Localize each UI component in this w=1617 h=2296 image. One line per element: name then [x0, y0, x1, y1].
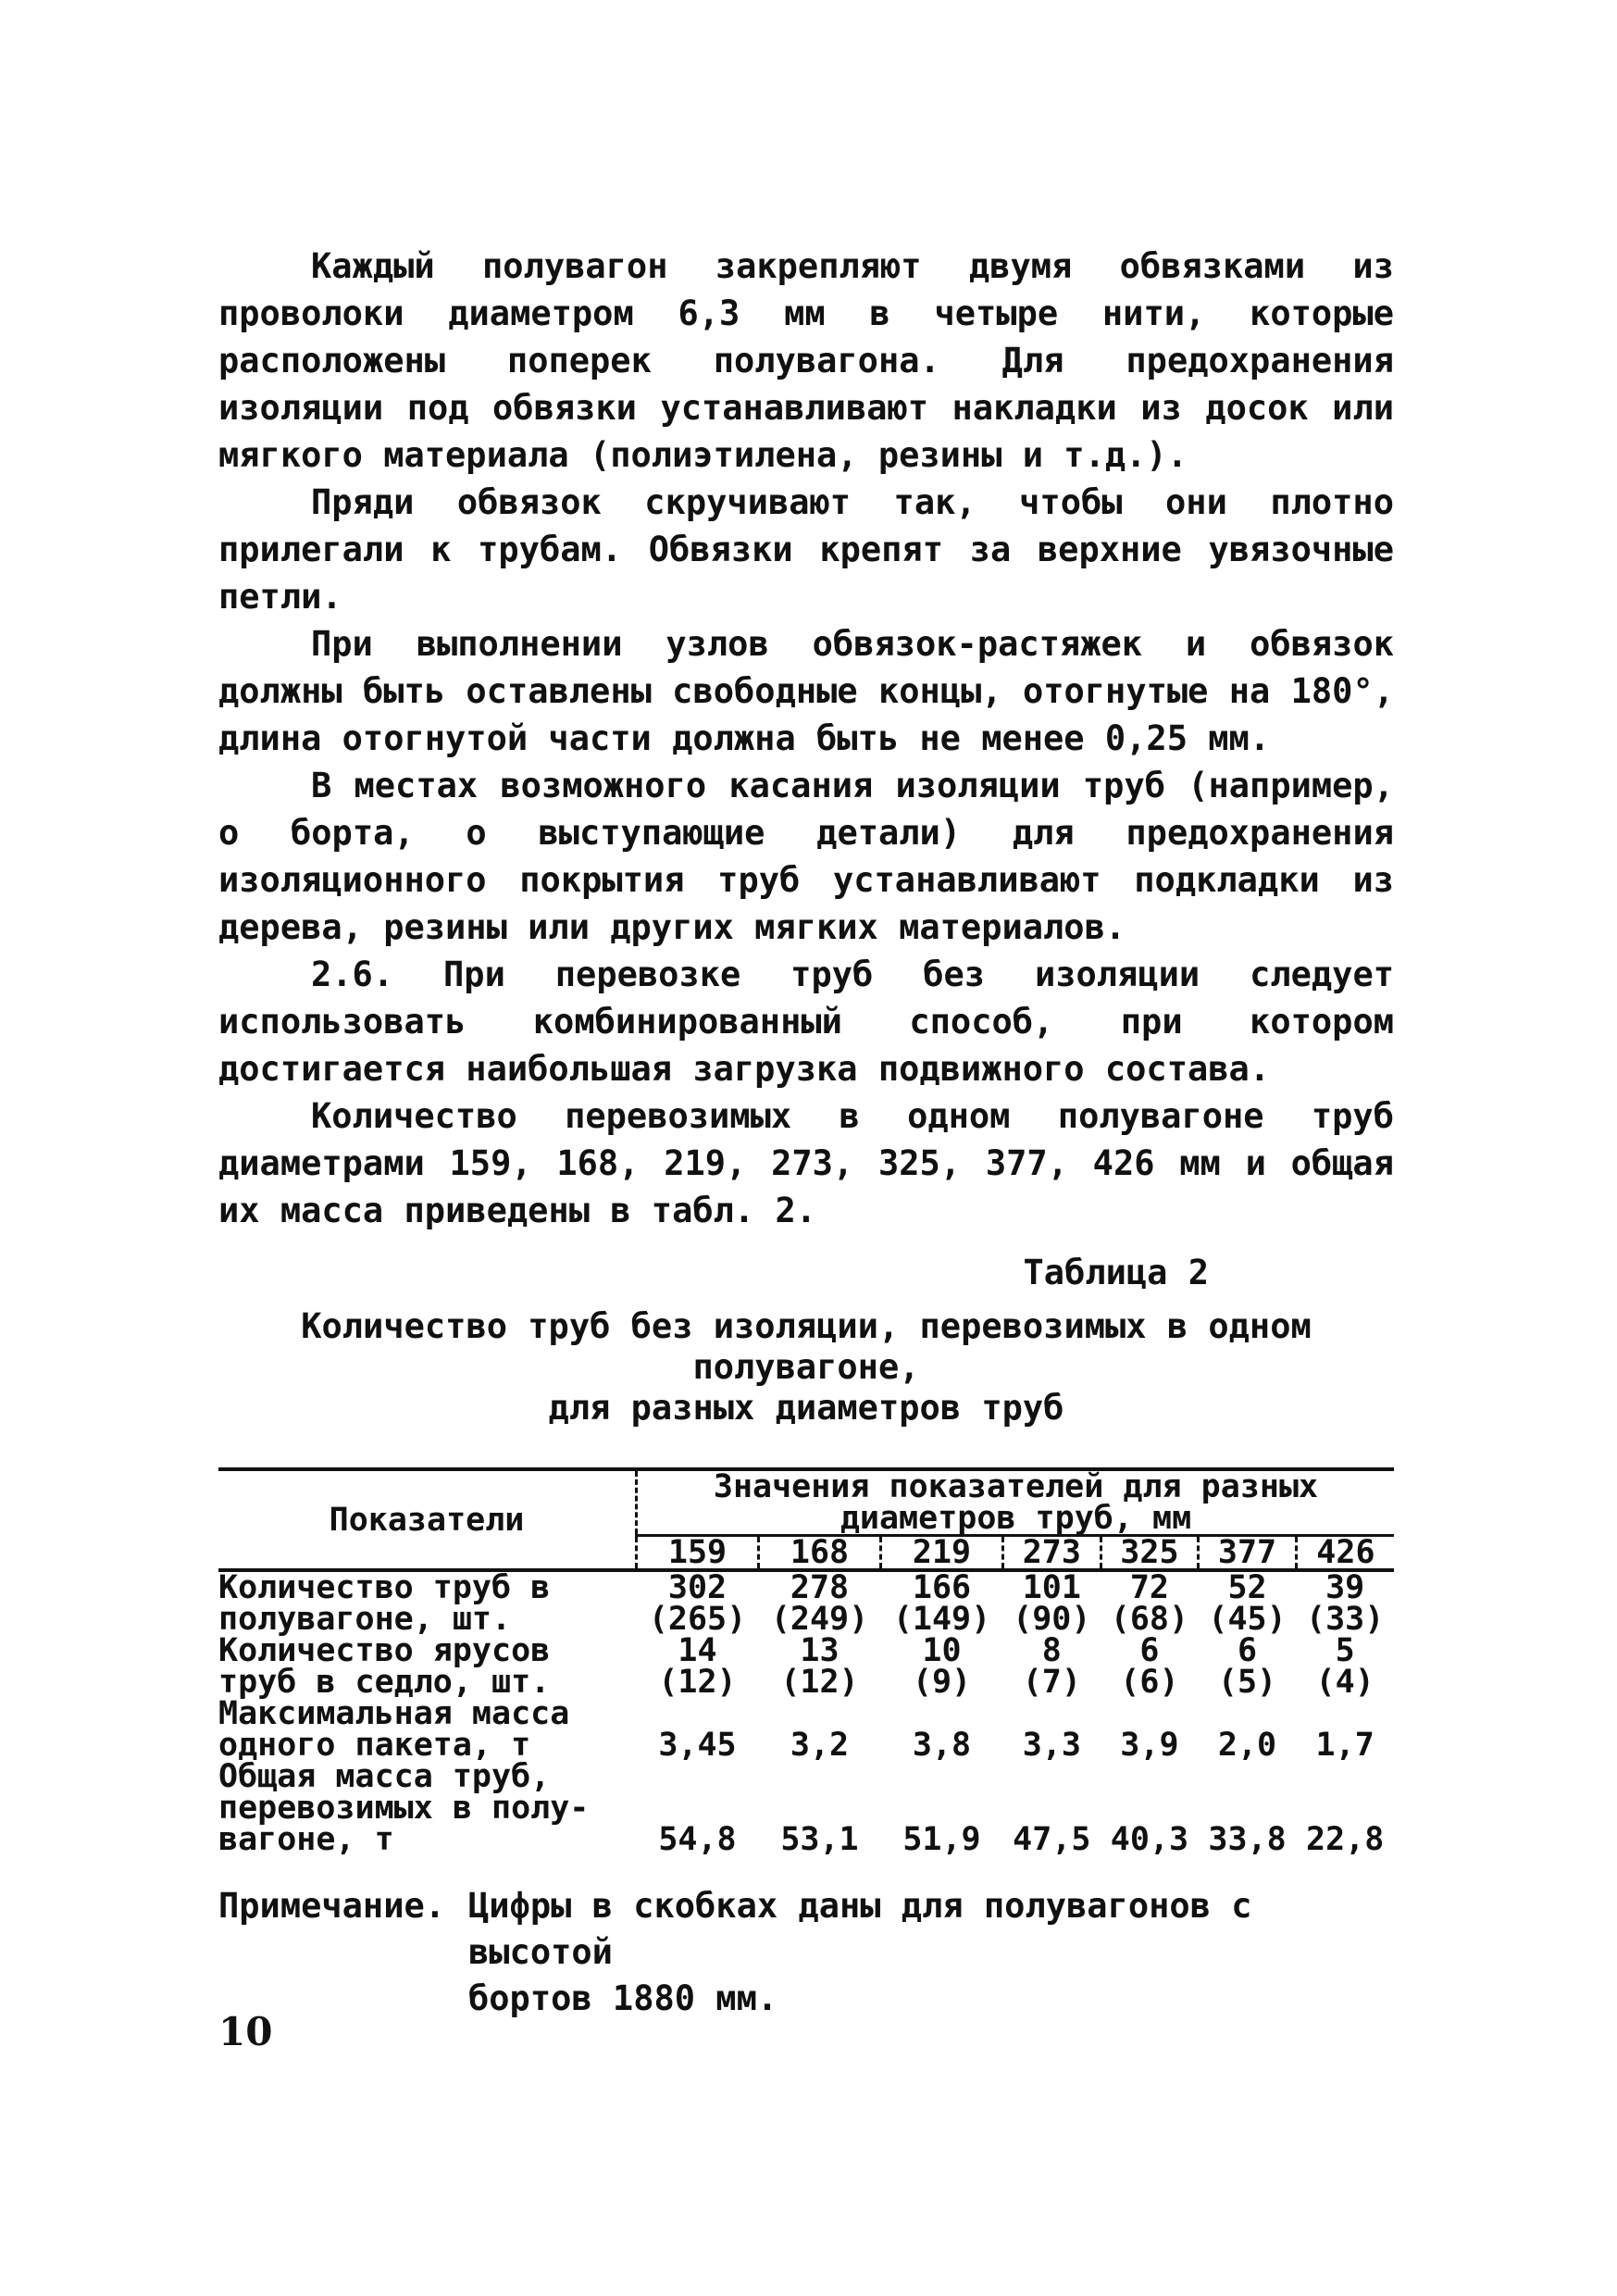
table-cell: 6 (6) [1120, 1632, 1179, 1701]
table-cell: 53,1 [780, 1821, 859, 1858]
table-cell: 3,3 [1022, 1727, 1081, 1764]
pipe-table [218, 1467, 1394, 1858]
table-cell: 14 (12) [658, 1632, 737, 1701]
diameter-header: 168 [759, 1536, 881, 1571]
table-cell: 8 (7) [1022, 1632, 1081, 1701]
table-row [218, 1635, 1394, 1698]
row-label: Количество ярусов труб в седло, шт. [218, 1632, 551, 1701]
diameter-header: 159 [667, 1534, 728, 1571]
table-cell: 3,45 [658, 1727, 737, 1764]
table-cell: 39 (33) [1306, 1569, 1385, 1638]
diameter-header: 273 [1003, 1536, 1101, 1571]
table-row [218, 1698, 1394, 1761]
note-label: Примечание. [218, 1886, 446, 1926]
table-cell: 54,8 [658, 1821, 737, 1858]
indicator-header: Показатели [218, 1469, 637, 1570]
table-note [218, 1883, 1394, 2022]
paragraph-6: Количество перевозимых в одном полувагоне труб диаметрами 159, 168, 219, 273, 325, 377, 426 мм и общая их масса приведены в табл. 2. [218, 1096, 1394, 1230]
paragraph-1: Каждый полувагон закрепляют двумя обвязками из проволоки диаметром 6,3 мм в четыре нити, которые расположены поперек полувагона. Для предохранения изоляции под обвязки устанавливают накладки из досок или мягкого материала (полиэтилена, резины и т.д.). [218, 246, 1394, 475]
table-label: Таблица 2 [1023, 1253, 1209, 1292]
table-cell: 40,3 [1110, 1821, 1189, 1858]
paragraph-4: В местах возможного касания изоляции труб (например, о борта, о выступающие детали) для предохранения изоляционного покрытия труб устанавливают подкладки из дерева, резины или других мягких материалов. [218, 766, 1394, 947]
table-cell: 51,9 [902, 1821, 981, 1858]
table-cell: 3,8 [912, 1727, 972, 1764]
table-cell: 13 (12) [780, 1632, 859, 1701]
paragraph-3: При выполнении узлов обвязок-растяжек и обвязок должны быть оставлены свободные концы, отогнутые на 180°, длина отогнутой части должна быть не менее 0,25 мм. [218, 624, 1394, 758]
row-label: Количество труб в полувагоне, шт. [218, 1569, 551, 1638]
table-cell: 47,5 [1013, 1821, 1091, 1858]
table-cell: 6 (5) [1217, 1632, 1277, 1701]
paragraph-2: Пряди обвязок скручивают так, чтобы они плотно прилегали к трубам. Обвязки крепят за верхние увязочные петли. [218, 482, 1394, 617]
table-cell: 2,0 [1217, 1727, 1277, 1764]
table-title: Количество труб без изоляции, перевозимых в одном полувагоне, для разных диаметров труб [301, 1306, 1312, 1428]
row-label: Максимальная масса одного пакета, т [218, 1695, 570, 1764]
table-cell: 278 (249) [770, 1569, 869, 1638]
note-text: Цифры в скобках даны для полувагонов с высотой бортов 1880 мм. [468, 1886, 1252, 2018]
page-content [218, 243, 1394, 2022]
table-cell: 52 (45) [1208, 1569, 1287, 1638]
diameter-header: 325 [1101, 1536, 1199, 1571]
group-header: Значения показателей для разных диаметров труб, мм [637, 1469, 1395, 1536]
table-cell: 3,2 [790, 1727, 850, 1764]
table-cell: 33,8 [1208, 1821, 1287, 1858]
page-number: 10 [218, 2009, 273, 2054]
table-cell: 3,9 [1120, 1727, 1179, 1764]
table-row [218, 1570, 1394, 1635]
table-cell: 166 (149) [892, 1569, 991, 1638]
paragraph-5: 2.6. При перевозке труб без изоляции следует использовать комбинированный способ, при котором достигается наибольшая загрузка подвижного состава. [218, 955, 1394, 1089]
table-cell: 72 (68) [1110, 1569, 1189, 1638]
diameter-header: 426 [1296, 1536, 1394, 1571]
table-cell: 5 (4) [1315, 1632, 1374, 1701]
table-cell: 302 (265) [648, 1569, 747, 1638]
table-cell: 10 (9) [912, 1632, 972, 1701]
table-cell: 1,7 [1315, 1727, 1374, 1764]
diameter-header: 377 [1199, 1536, 1297, 1571]
table-cell: 22,8 [1306, 1821, 1385, 1858]
table-row [218, 1761, 1394, 1855]
row-label: Общая масса труб, перевозимых в полу- вагоне, т [218, 1758, 590, 1858]
table-cell: 101 (90) [1013, 1569, 1091, 1638]
diameter-header: 219 [881, 1536, 1003, 1571]
